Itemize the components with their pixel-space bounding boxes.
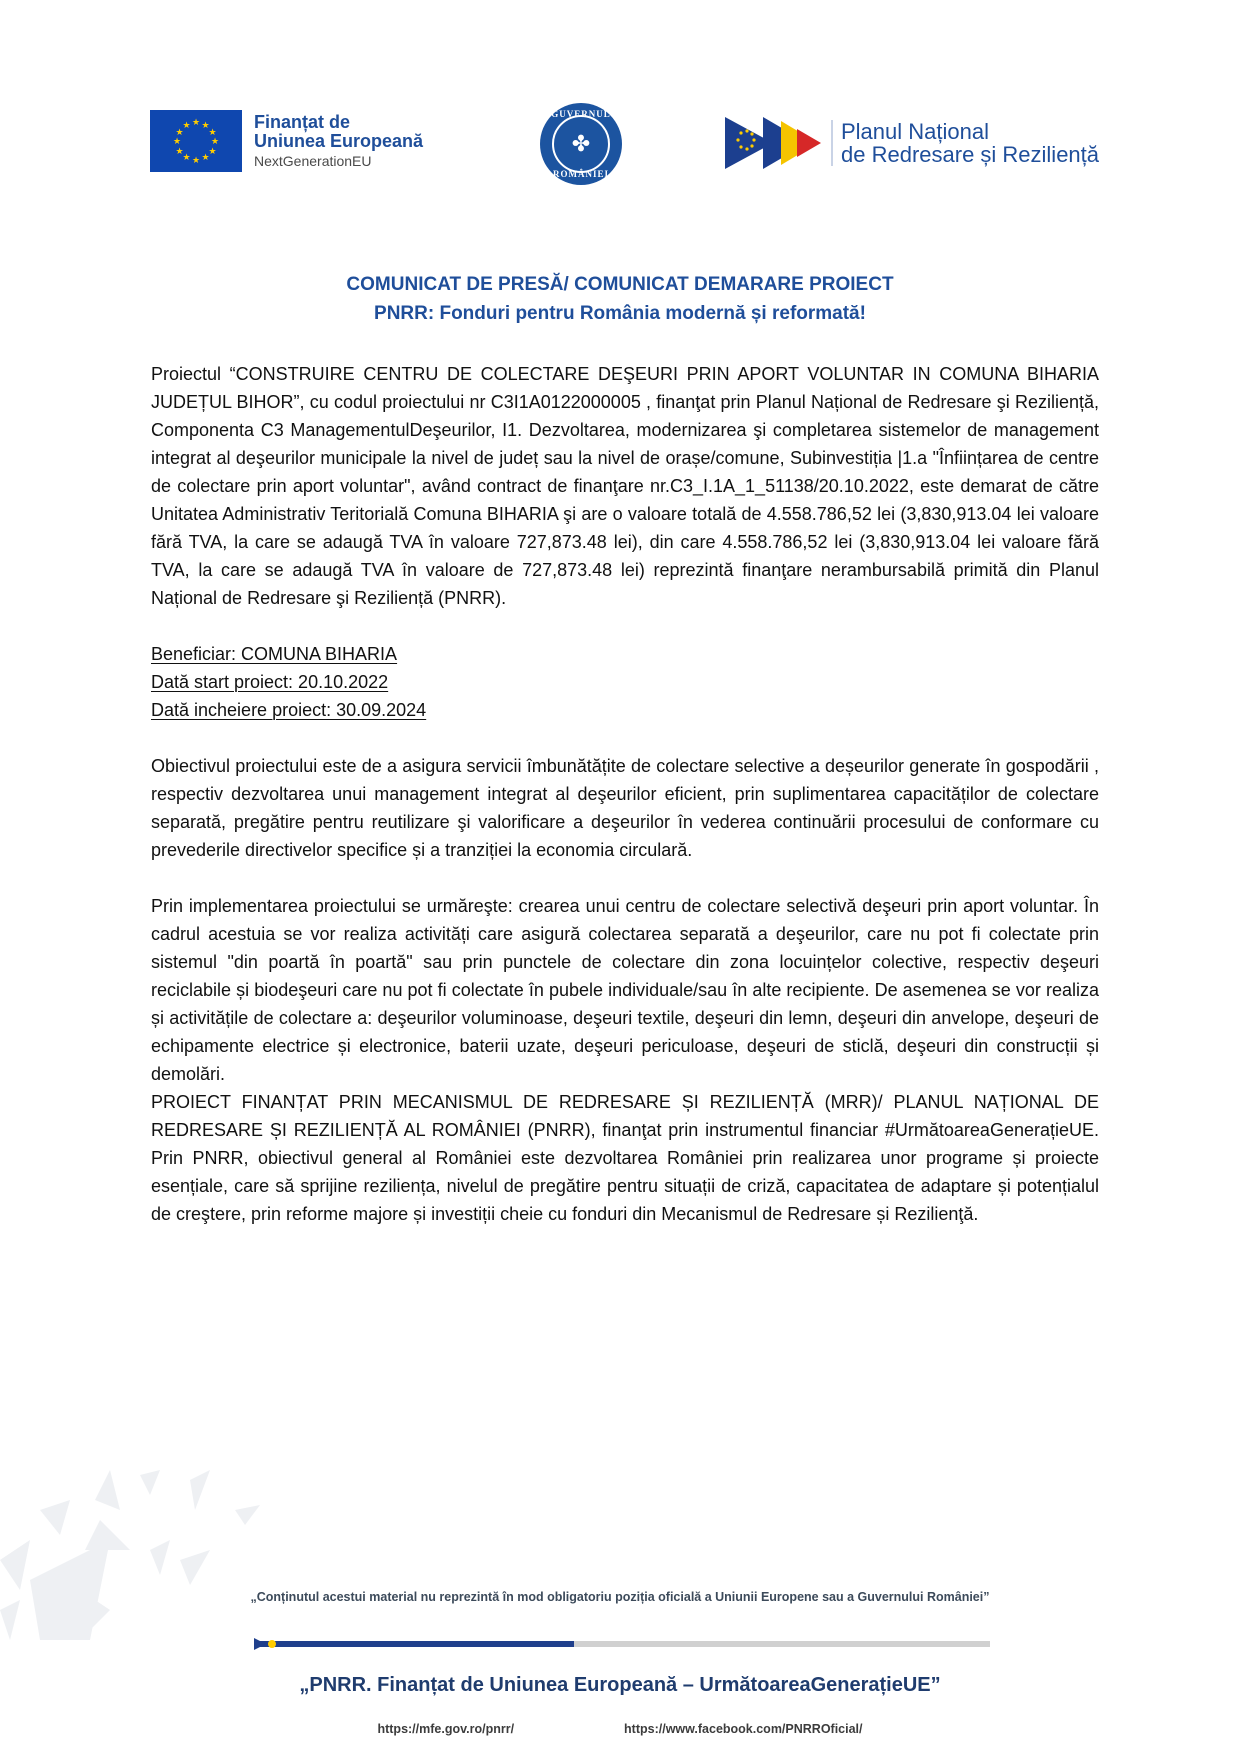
- decorative-triangles: [0, 1440, 420, 1640]
- end-date-line: Dată incheiere proiect: 30.09.2024: [151, 700, 427, 720]
- eu-star-icon: ★: [192, 155, 201, 165]
- eu-logo-line2: Uniunea Europeană: [254, 131, 424, 152]
- facebook-link[interactable]: https://www.facebook.com/PNRROficial/: [624, 1722, 863, 1736]
- title-line1: COMUNICAT DE PRESĂ/ COMUNICAT DEMARARE PROIECT: [346, 274, 894, 295]
- eu-star-icon: ★: [201, 119, 210, 130]
- eu-logo-line3: NextGenerationEU: [254, 152, 372, 169]
- eu-flag-icon: [150, 110, 242, 172]
- gov-logo-top-text: GUVERNUL: [551, 109, 611, 119]
- intro-paragraph: Proiectul “CONSTRUIRE CENTRU DE COLECTARE DEŞEURI PRIN APORT VOLUNTAR IN COMUNA BIHARIA JUDEȚUL BIHOR”, cu codul proiectului nr C3I1A0122000005 , finanţat prin Planul Național de Redresare şi Reziliență, Componenta C3 ManagementulDeşeurilor, I1. Dezvoltarea, modernizarea şi completarea sistemelor de management integrat al deşeurilor municipale la nivel de județ sau la nivel de orașe/comune, Subinvestiția |1.a "Înființarea de centre de colectare prin aport voluntar", având contract de finanţare nr.C3_I.1A_1_51138/20.10.2022, este demarat de către Unitatea Administrativ Teritorială Comuna BIHARIA şi are o valoare totală de 4.558.786,52 lei (3,830,913.04 lei valoare fără TVA, la care se adaugă TVA în valoare 727,873.48 lei), din care 4.558.786,52 lei (3,830,913.04 lei valoare fără TVA, la care se adaugă TVA în valoare de 727,873.48 lei) reprezintă finanţare nerambursabilă primită din Planul Național de Redresare şi Reziliență (PNRR).: [151, 364, 1099, 608]
- eu-star-icon: ★: [182, 152, 191, 163]
- pnrr-arrows-icon: [725, 115, 825, 171]
- eu-star-icon: ★: [175, 126, 184, 137]
- mfe-link[interactable]: https://mfe.gov.ro/pnrr/: [377, 1722, 515, 1736]
- implementation-paragraph: Prin implementarea proiectului se urmăreşte: crearea unui centru de colectare selectivă deşeuri prin aport voluntar. În cadrul acestuia se vor realiza activități care asigură colectarea separată a deşeurilor, care nu pot fi colectate prin sistemul "din poartă în poartă" sau prin punctele de colectare din zona locuințelor colective, respectiv deşeuri reciclabile și biodeşeuri care nu pot fi colectate în pubele individuale/sau în alte recipiente. De asemenea se vor realiza și activitățile de colectare a: deşeurilor voluminoase, deşeuri textile, deşeuri din lemn, deşeuri din anvelope, deşeuri de echipamente electrice și electronice, baterii uzate, deşeuri periculoase, deşeuri de sticlă, deşeuri din construcții și demolări.: [151, 896, 1099, 1084]
- eu-star-icon: ★: [182, 119, 191, 130]
- pnrr-logo: [725, 115, 1099, 171]
- start-date-line: Dată start proiect: 20.10.2022: [151, 672, 389, 692]
- eu-star-icon: ★: [208, 145, 217, 156]
- eu-logo-line1: Finanțat de: [254, 112, 351, 132]
- page-title: [0, 270, 1240, 328]
- gov-logo-bottom-text: ROMÂNIEI: [552, 169, 609, 179]
- pnrr-logo-line1: Planul Național: [841, 118, 989, 144]
- footer-slogan: „PNRR. Finanțat de Uniunea Europeană – UrmătoareaGenerațieUE”: [299, 1674, 941, 1696]
- eu-star-icon: ★: [173, 136, 182, 146]
- eu-star-icon: ★: [175, 145, 184, 156]
- footer-progress-fill: [260, 1641, 574, 1647]
- press-release-body: [151, 360, 1099, 1228]
- eu-star-icon: ★: [192, 117, 201, 127]
- eu-star-icon: ★: [201, 152, 210, 163]
- eu-funding-logo: [150, 110, 423, 172]
- objective-paragraph: Obiectivul proiectului este de a asigura servicii îmbunătățite de colectare selective a deșeurilor generate în gospodării , respectiv dezvoltarea unui management integrat al deşeurilor eficient, prin suplimentarea capacităților de colectare separată, pregătire pentru reutilizare şi valorificare a deşeurilor în vederea continuării procesului de conformare cu prevederile directivelor specifice și a tranziției la economia circulară.: [151, 756, 1099, 860]
- pnrr-logo-line2: de Redresare și Reziliență: [841, 142, 1100, 167]
- title-line2: PNRR: Fonduri pentru România modernă și reformată!: [374, 303, 866, 324]
- government-logo: [540, 103, 622, 185]
- coat-of-arms-icon: ✤: [552, 115, 610, 173]
- eu-star-icon: ★: [211, 136, 220, 146]
- footer-links: [0, 1722, 1240, 1736]
- beneficiary-line: Beneficiar: COMUNA BIHARIA: [151, 644, 398, 664]
- footer-progress-bar: [260, 1641, 990, 1647]
- arrow-icon: [254, 1638, 266, 1650]
- eu-star-icon: ★: [208, 126, 217, 137]
- star-icon: [268, 1640, 276, 1648]
- funding-paragraph: PROIECT FINANȚAT PRIN MECANISMUL DE REDRESARE ȘI REZILIENȚĂ (MRR)/ PLANUL NAȚIONAL DE REDRESARE ȘI REZILIENȚĂ AL ROMÂNIEI (PNRR), finanţat prin instrumentul financiar #UrmătoareaGenerațieUE. Prin PNRR, obiectivul general al României este dezvoltarea României prin realizarea unor programe și proiecte esențiale, care să sprijine reziliența, nivelul de pregătire pentru situații de criză, capacitatea de adaptare și potențialul de creştere, prin reforme majore și investiții cheie cu fonduri din Mecanismul de Redresare și Rezilienţă.: [151, 1092, 1099, 1224]
- disclaimer-text: „Conținutul acestui material nu reprezintă în mod obligatoriu poziția oficială a Uniunii Europene sau a Guvernului României”: [250, 1590, 990, 1604]
